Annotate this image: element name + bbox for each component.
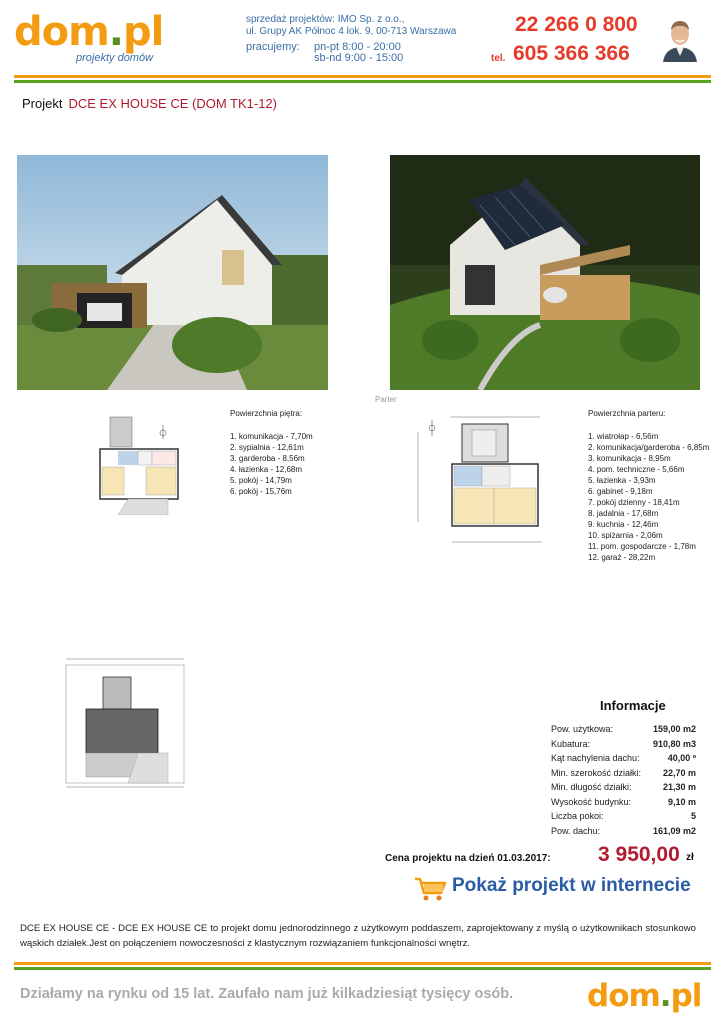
room-item: 2. sypialnia - 12,61m <box>230 443 304 452</box>
header-divider <box>14 75 711 83</box>
house-render-front <box>17 155 328 390</box>
ground-floor-room-list: Powierzchnia parteru: 1. wiatrołap - 6,56m 2. komunikacja/garderoba - 6,85m 3. komunikacja - 8,95m 4. pom. techniczne - 5,66m 5. łazienka - 3,93m 6. gabinet - 9,18m 7. pokój dzienny - 18,41m 8. jadalnia - 17,68m 9. kuchnia - 12,46m 10. spiżarnia - 2,06m 11. pom. gospodarcze - 1,78m 12. garaż - 28,22m <box>588 409 710 562</box>
upper-floor-room-list: Powierzchnia piętra: 1. komunikacja - 7,70m 2. sypialnia - 12,61m 3. garderoba - 8,56m 4. łazienka - 12,68m 5. pokój - 14,79m 6. pokój - 15,76m <box>230 409 313 496</box>
price-value: 3 950,00 <box>598 843 680 866</box>
room-item: 4. pom. techniczne - 5,66m <box>588 465 685 474</box>
room-item: 6. gabinet - 9,18m <box>588 487 653 496</box>
upper-floor-plan <box>98 415 188 515</box>
room-item: 2. komunikacja/garderoba - 6,85m <box>588 443 710 452</box>
brand-logo[interactable] <box>14 9 164 67</box>
consultant-avatar <box>655 12 705 62</box>
room-item: 5. pokój - 14,79m <box>230 476 292 485</box>
info-row: Kąt nachylenia dachu: 40,00 º <box>551 753 696 763</box>
info-row: Kubatura: 910,80 m3 <box>551 738 696 749</box>
project-description: DCE EX HOUSE CE - DCE EX HOUSE CE to projekt domu jednorodzinnego z użytkowym poddaszem, zaprojektowany z myślą o użytkownikach stosunkowo wąskich działek.Jest on połączeniem nowoczesności z klastycznym rozwiązaniem funkcjonalności wnętrz. <box>20 923 696 949</box>
footer-logo[interactable]: dom.pl <box>587 978 702 1014</box>
footer-divider <box>14 962 711 970</box>
phone-mobile[interactable]: 605 366 366 <box>513 42 630 65</box>
info-row: Min. szerokość działki: 22,70 m <box>551 767 696 778</box>
opening-hours: pracujemy: pn-pt 8:00 - 20:00 sb-nd 9:00 - 15:00 <box>246 41 404 64</box>
room-item: 9. kuchnia - 12,46m <box>588 520 659 529</box>
room-item: 5. łazienka - 3,93m <box>588 476 656 485</box>
info-row: Wysokość budynku: 9,10 m <box>551 796 696 807</box>
price-currency: zł <box>686 852 694 863</box>
room-item: 3. komunikacja - 8,95m <box>588 454 671 463</box>
shopping-cart-icon[interactable] <box>413 875 447 903</box>
phone-main[interactable]: 22 266 0 800 <box>515 13 638 36</box>
company-address: sprzedaż projektów: IMO Sp. z o.o., ul. Grupy AK Północ 4 lok. 9, 00-713 Warszawa <box>246 14 457 37</box>
info-table <box>551 722 696 838</box>
footer-slogan: Działamy na rynku od 15 lat. Zaufało nam już kilkadziesiąt tysięcy osób. <box>20 986 514 1002</box>
site-plan <box>58 655 188 790</box>
room-item: 1. wiatrołap - 6,56m <box>588 432 659 441</box>
room-item: 1. komunikacja - 7,70m <box>230 432 313 441</box>
logo-subtitle: projekty domów <box>76 52 154 64</box>
room-item: 7. pokój dzienny - 18,41m <box>588 498 680 507</box>
info-row: Pow. dachu: 161,09 m2 <box>551 825 696 836</box>
tel-label: tel. <box>491 53 506 64</box>
room-item: 4. łazienka - 12,68m <box>230 465 303 474</box>
room-item: 3. garderoba - 8,56m <box>230 454 305 463</box>
show-online-link[interactable]: Pokaż projekt w internecie <box>452 875 691 896</box>
info-title: Informacje <box>600 698 666 713</box>
room-item: 8. jadalnia - 17,68m <box>588 509 659 518</box>
ground-floor-plan <box>410 412 550 547</box>
project-title: Projekt DCE EX HOUSE CE (DOM TK1-12) <box>22 96 277 111</box>
room-item: 11. pom. gospodarcze - 1,78m <box>588 542 696 551</box>
price-label: Cena projektu na dzień 01.03.2017: <box>385 853 551 864</box>
room-item: 6. pokój - 15,76m <box>230 487 292 496</box>
room-item: 12. garaż - 28,22m <box>588 553 656 562</box>
info-row: Min. długość działki: 21,30 m <box>551 782 696 792</box>
logo-wordmark: dom.pl <box>14 9 164 55</box>
info-row: Liczba pokoi: 5 <box>551 811 696 821</box>
room-item: 10. spiżarnia - 2,06m <box>588 531 663 540</box>
house-render-garden <box>390 155 700 390</box>
info-row: Pow. użytkowa: 159,00 m2 <box>551 724 696 734</box>
parter-caption: Parter <box>375 395 397 404</box>
